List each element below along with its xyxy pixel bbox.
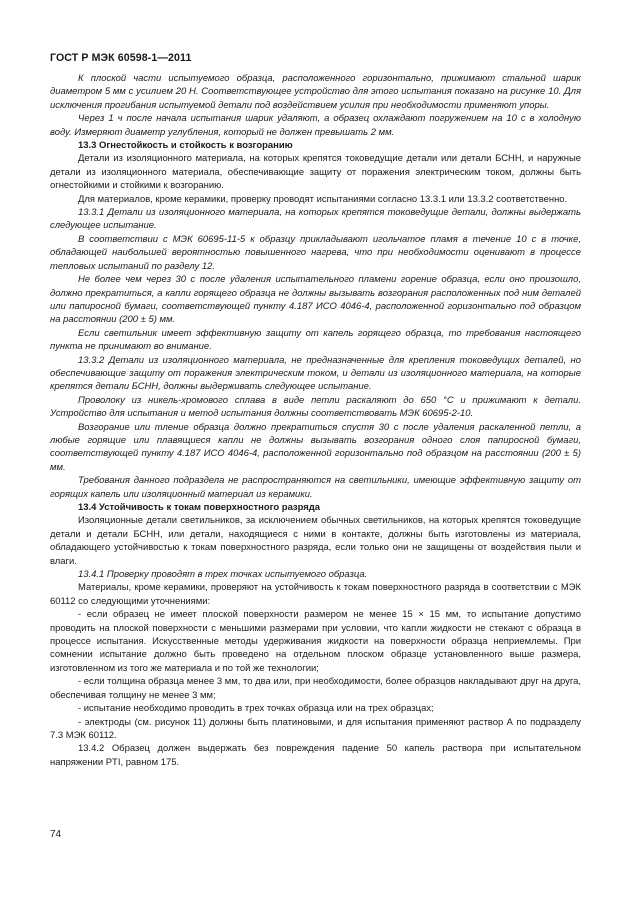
paragraph: Через 1 ч после начала испытания шарик удаляют, а образец охлаждают погружением на 10 с в холодную воду. Измеряют диаметр углубления, который не должен превышать 2 мм. — [50, 113, 581, 138]
paragraph: 13.3.2 Детали из изоляционного материала, не предназначенные для крепления токоведущих деталей, но обеспечивающие защиту от поражения электрическим током, и детали из изоляционного материала, на которые крепятся детали БСНН, должны выдерживать следующее испытание. — [50, 354, 581, 393]
paragraph: В соответствии с МЭК 60695-11-5 к образцу прикладывают игольчатое пламя в течение 10 с в точке, обладающей наибольшей вероятностью повышенного нагрева, что при необходимости оценивают в процессе тепловых испытаний по разделу 12. — [50, 233, 581, 272]
paragraph: 13.4.1 Проверку проводят в трех точках испытуемого образца. — [78, 569, 368, 581]
paragraph: Если светильник имеет эффективную защиту от капель горящего образца, то требования настоящего пункта не принимают во внимание. — [50, 327, 581, 353]
list-item: - испытание необходимо проводить в трех точках образца или на трех образцах; — [78, 703, 434, 715]
list-item: - если толщина образца менее 3 мм, то два или, при необходимости, более образцов накладывают друг на друга, обеспечивая толщину не менее 3 мм; — [50, 676, 581, 701]
document-body — [50, 72, 581, 769]
section-heading: 13.4 Устойчивость к токам поверхностного разряда — [78, 502, 321, 513]
paragraph: 13.4.2 Образец должен выдержать без повреждения падение 50 капель раствора при испытательном напряжении PTI, равном 175. — [50, 743, 581, 768]
page-number: 74 — [50, 829, 62, 840]
paragraph: Проволоку из никель-хромового сплава в виде петли раскаляют до 650 °С и прижимают к детали. Устройство для испытания и метод испытания должны соответствовать МЭК 60695-2-10. — [50, 394, 581, 420]
list-item: - электроды (см. рисунок 11) должны быть платиновыми, и для испытания применяют раствор А по подразделу 7.3 МЭК 60112. — [50, 716, 581, 741]
paragraph: Возгорание или тление образца должно прекратиться спустя 30 с после удаления раскаленной петли, а любые горящие или плавящиеся капли не должны вызывать возгорания одного слоя папиросной бумаги, соответствующей пункту 4.187 ИСО 4046-4, расположенной горизонтально под образцом на расстоянии (200 ± 5) мм. — [50, 421, 581, 473]
paragraph: Для материалов, кроме керамики, проверку проводят испытаниями согласно 13.3.1 или 13.3.2 соответственно. — [78, 193, 568, 205]
paragraph: Требования данного подраздела не распространяются на светильники, имеющие эффективную защиту от горящих капель или изоляционный материал из керамики. — [50, 475, 581, 500]
paragraph: Изоляционные детали светильников, за исключением обычных светильников, на которых крепятся токоведущие детали и детали БСНН, или детали, находящиеся с ними в контакте, должны быть изготовлены из материала, обладающего устойчивостью к токам поверхностного разряда, если только они не защищены от воздействия пыли и влаги. — [50, 515, 581, 567]
paragraph: Детали из изоляционного материала, на которых крепятся токоведущие детали или детали БСНН, и наружные детали из изоляционного материала, обеспечивающие защиту от поражения электрическим током, должны быть огнестойкими и стойкими к возгоранию. — [50, 153, 581, 192]
paragraph: Материалы, кроме керамики, проверяют на устойчивость к токам поверхностного разряда в соответствии с МЭК 60112 со следующими уточнениями: — [50, 582, 581, 607]
document-header: ГОСТ Р МЭК 60598-1—2011 — [50, 52, 192, 64]
paragraph: 13.3.1 Детали из изоляционного материала, на которых крепятся токоведущие детали, должны выдержать следующее испытание. — [50, 207, 581, 232]
section-heading: 13.3 Огнестойкость и стойкость к возгоранию — [78, 140, 293, 152]
paragraph: Не более чем через 30 с после удаления испытательного пламени горение образца, если оно произошло, должно прекратиться, а капли горящего образца не должны вызывать возгорания расположенных под ним деталей или папиросной бумаги, соответствующей пункту 4.187 ИСО 4046-4, расположенной горизонтально под образцом на расстоянии (200 ± 5) мм. — [50, 274, 581, 326]
paragraph: К плоской части испытуемого образца, расположенного горизонтально, прижимают стальной шарик диаметром 5 мм с усилием 20 Н. Соответствующее устройство для этого испытания показано на рисунке 10. Для исключения прогибания испытуемой детали под воздействием усилия при необходимости применяют упоры. — [50, 73, 581, 111]
list-item: - если образец не имеет плоской поверхности размером не менее 15 × 15 мм, то испытание допустимо проводить на плоской поверхности с меньшими размерами при условии, что капли жидкости не стекают с образца в процессе испытания. Искусственные методы удерживания жидкости на поверхности образца неприемлемы. При сомнении испытание должно быть проведено на отдельном плоском образце установленного выше размера, изготовленном из того же материала и по той же технологии; — [50, 609, 581, 674]
